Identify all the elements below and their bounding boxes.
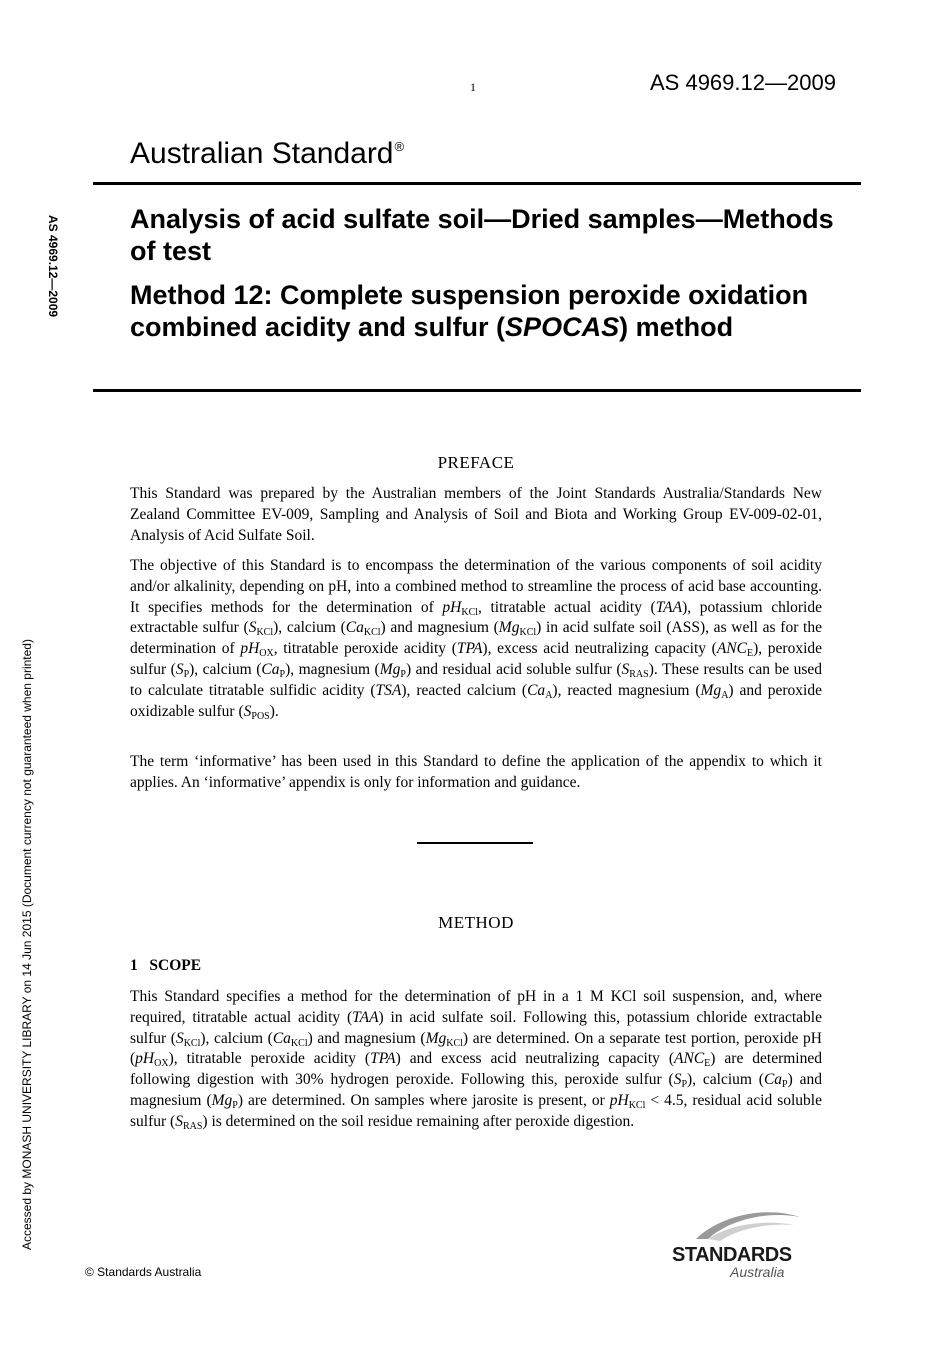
logo-main-text: STANDARDS [672,1244,792,1266]
title-bottom-rule [93,389,861,392]
page-number: 1 [470,80,476,94]
logo-swoosh-icon [668,1205,808,1281]
section-separator [417,842,533,844]
preface-paragraph-2: The objective of this Standard is to encompass the determination of the various components of soil acidity and/or alkalinity, depending on pH, into a combined method to streamline the process of acid base accounting. It specifies methods for the determination of $pH_{KCl}$, titratable actual acidity (TAA), potassium chloride extractable sulfur $(S_{KCl})$, calcium $(Ca_{KCl})$ and magnesium $(Mg_{KCl})$ in acid sulfate soil (ASS), as well as for the determination of $pH_{OX}$, titratable peroxide acidity (TPA), excess acid neutralizing capacity $(ANC_E)$, peroxide sulfur $(S_P)$, calcium $(Ca_P)$, magnesium $(Mg_P)$ and residual acid soluble sulfur $(S_{RAS})$. These results can be used to calculate titratable sulfidic acidity (TSA), reacted calcium $(Ca_A)$, reacted magnesium $(Mg_A)$ and peroxide oxidizable sulfur $(S_{POS})$. [130,557,823,722]
method-title [130,279,850,343]
document-title: Analysis of acid sulfate soil—Dried samples—Methods of test [130,204,834,266]
method-heading: METHOD [438,913,514,932]
preface-heading: PREFACE [437,453,515,472]
standard-number: AS 4969.12—2009 [650,70,836,95]
top-rule [93,182,861,185]
side-standard-number [40,215,80,395]
brand-text: Australian Standard [130,137,394,170]
preface-paragraph-3: The term ‘informative’ has been used in this Standard to define the application of the appendix to which it applies. An ‘informative’ appendix is only for information and guidance. [130,753,822,791]
preface-paragraph-1: This Standard was prepared by the Australian members of the Joint Standards Australia/Standards New Zealand Committee EV-009, Sampling and Analysis of Soil and Biota and Working Group EV-009-02-01, Analysis of Acid Sulfate Soil. [130,485,822,544]
method-title-pre: Method 12: Complete suspension peroxide oxidation combined acidity and sulfur ( [130,280,809,342]
method-title-post: ) method [619,312,734,342]
side-access-text: Accessed by MONASH UNIVERSITY LIBRARY on 14 Jun 2015 (Document currency not guaranteed when printed) [20,639,34,1250]
scope-heading: 1 SCOPE [130,957,202,974]
standards-australia-logo [668,1205,808,1281]
copyright: © Standards Australia [85,1265,202,1279]
scope-paragraph: This Standard specifies a method for the determination of pH in a 1 M KCl soil suspension, and, where required, titratable actual acidity (TAA) in acid sulfate soil. Following this, potassium chloride extractable sulfur $(S_{KCl})$, calcium $(Ca_{KCl})$ and magnesium $(Mg_{KCl})$ are determined. On a separate test portion, peroxide pH $(pH_{OX})$, titratable peroxide acidity (TPA) and excess acid neutralizing capacity $(ANC_E)$ are determined following digestion with 30% hydrogen peroxide. Following this, peroxide sulfur $(S_P)$, calcium $(Ca_P)$ and magnesium $(Mg_P)$ are determined. On samples where jarosite is present, or $pH_{KCl} < 4.5$, residual acid soluble sulfur $(S_{RAS})$ is determined on the soil residue remaining after peroxide digestion. [130,988,822,1132]
logo-sub-text: Australia [730,1264,785,1280]
method-title-acronym: SPOCAS [505,312,620,342]
registered-mark: ® [394,139,405,154]
side-standard-text: AS 4969.12—2009 [46,215,60,318]
brand-title [130,137,404,171]
